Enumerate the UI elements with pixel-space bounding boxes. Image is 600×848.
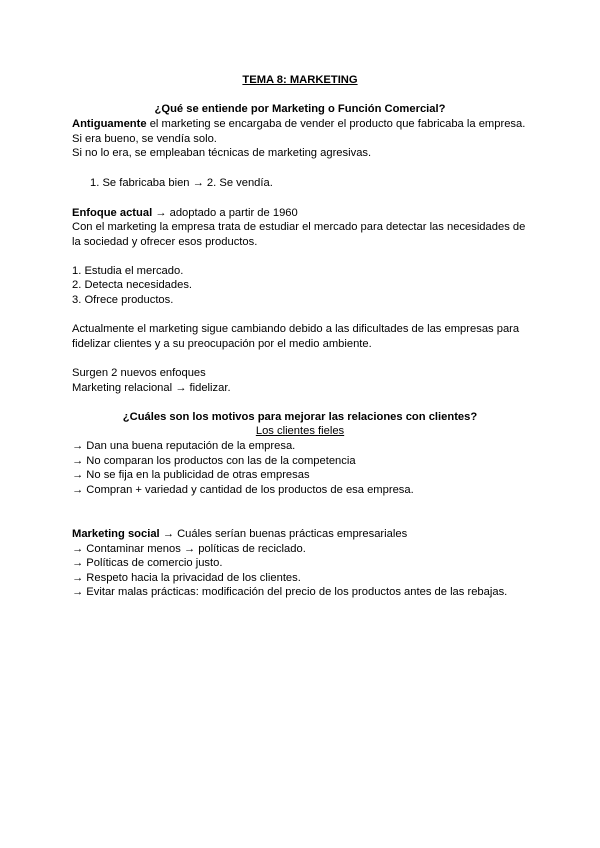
- list-item: → No se fija en la publicidad de otras empresas: [72, 469, 310, 481]
- list-item: → Contaminar menos → políticas de reciclado.: [72, 543, 306, 555]
- section4-title: [72, 527, 407, 541]
- list-item: → No comparan los productos con las de la competencia: [72, 455, 356, 467]
- marketing-social-rest: → Cuáles serían buenas prácticas empresariales: [159, 528, 408, 540]
- section2-p2-line2: fidelizar clientes y a su preocupación por el medio ambiente.: [72, 338, 372, 350]
- antiguamente-text: el marketing se encargaba de vender el producto que fabricaba la empresa.: [146, 118, 526, 130]
- section2-p3-line1: Surgen 2 nuevos enfoques: [72, 367, 206, 379]
- section2-p2-line1: Actualmente el marketing sigue cambiando debido a las dificultades de las empresas para: [72, 323, 520, 335]
- step-item: 1. Estudia el mercado.: [72, 265, 184, 277]
- list-item: → Evitar malas prácticas: modificación del precio de los productos antes de las rebajas.: [72, 586, 508, 598]
- section1-line1: [72, 117, 525, 131]
- section1-heading: ¿Qué se entiende por Marketing o Función Comercial?: [154, 103, 446, 115]
- section1-numbered: 1. Se fabricaba bien → 2. Se vendía.: [90, 177, 273, 189]
- step-item: 2. Detecta necesidades.: [72, 279, 193, 291]
- list-item: → Dan una buena reputación de la empresa.: [72, 440, 296, 452]
- enfoque-label: Enfoque actual: [72, 207, 153, 219]
- section1-line3: Si no lo era, se empleaban técnicas de marketing agresivas.: [72, 147, 372, 159]
- list-item: → Compran + variedad y cantidad de los productos de esa empresa.: [72, 484, 414, 496]
- section3-subheading: Los clientes fieles: [255, 425, 345, 437]
- section2-title: [72, 206, 298, 220]
- enfoque-rest: → adoptado a partir de 1960: [152, 207, 298, 219]
- section1-line2: Si era bueno, se vendía solo.: [72, 133, 217, 145]
- list-item: → Respeto hacia la privacidad de los clientes.: [72, 572, 301, 584]
- document-title: TEMA 8: MARKETING: [242, 74, 358, 86]
- step-item: 3. Ofrece productos.: [72, 294, 174, 306]
- antiguamente-label: Antiguamente: [72, 118, 147, 130]
- marketing-social-label: Marketing social: [72, 528, 160, 540]
- list-item: → Políticas de comercio justo.: [72, 557, 223, 569]
- section3-heading: ¿Cuáles son los motivos para mejorar las relaciones con clientes?: [122, 411, 478, 423]
- section2-p1-line1: Con el marketing la empresa trata de estudiar el mercado para detectar las necesidades de: [72, 221, 526, 233]
- section2-p1-line2: la sociedad y ofrecer esos productos.: [72, 236, 258, 248]
- section2-p3-line2: Marketing relacional → fidelizar.: [72, 382, 231, 394]
